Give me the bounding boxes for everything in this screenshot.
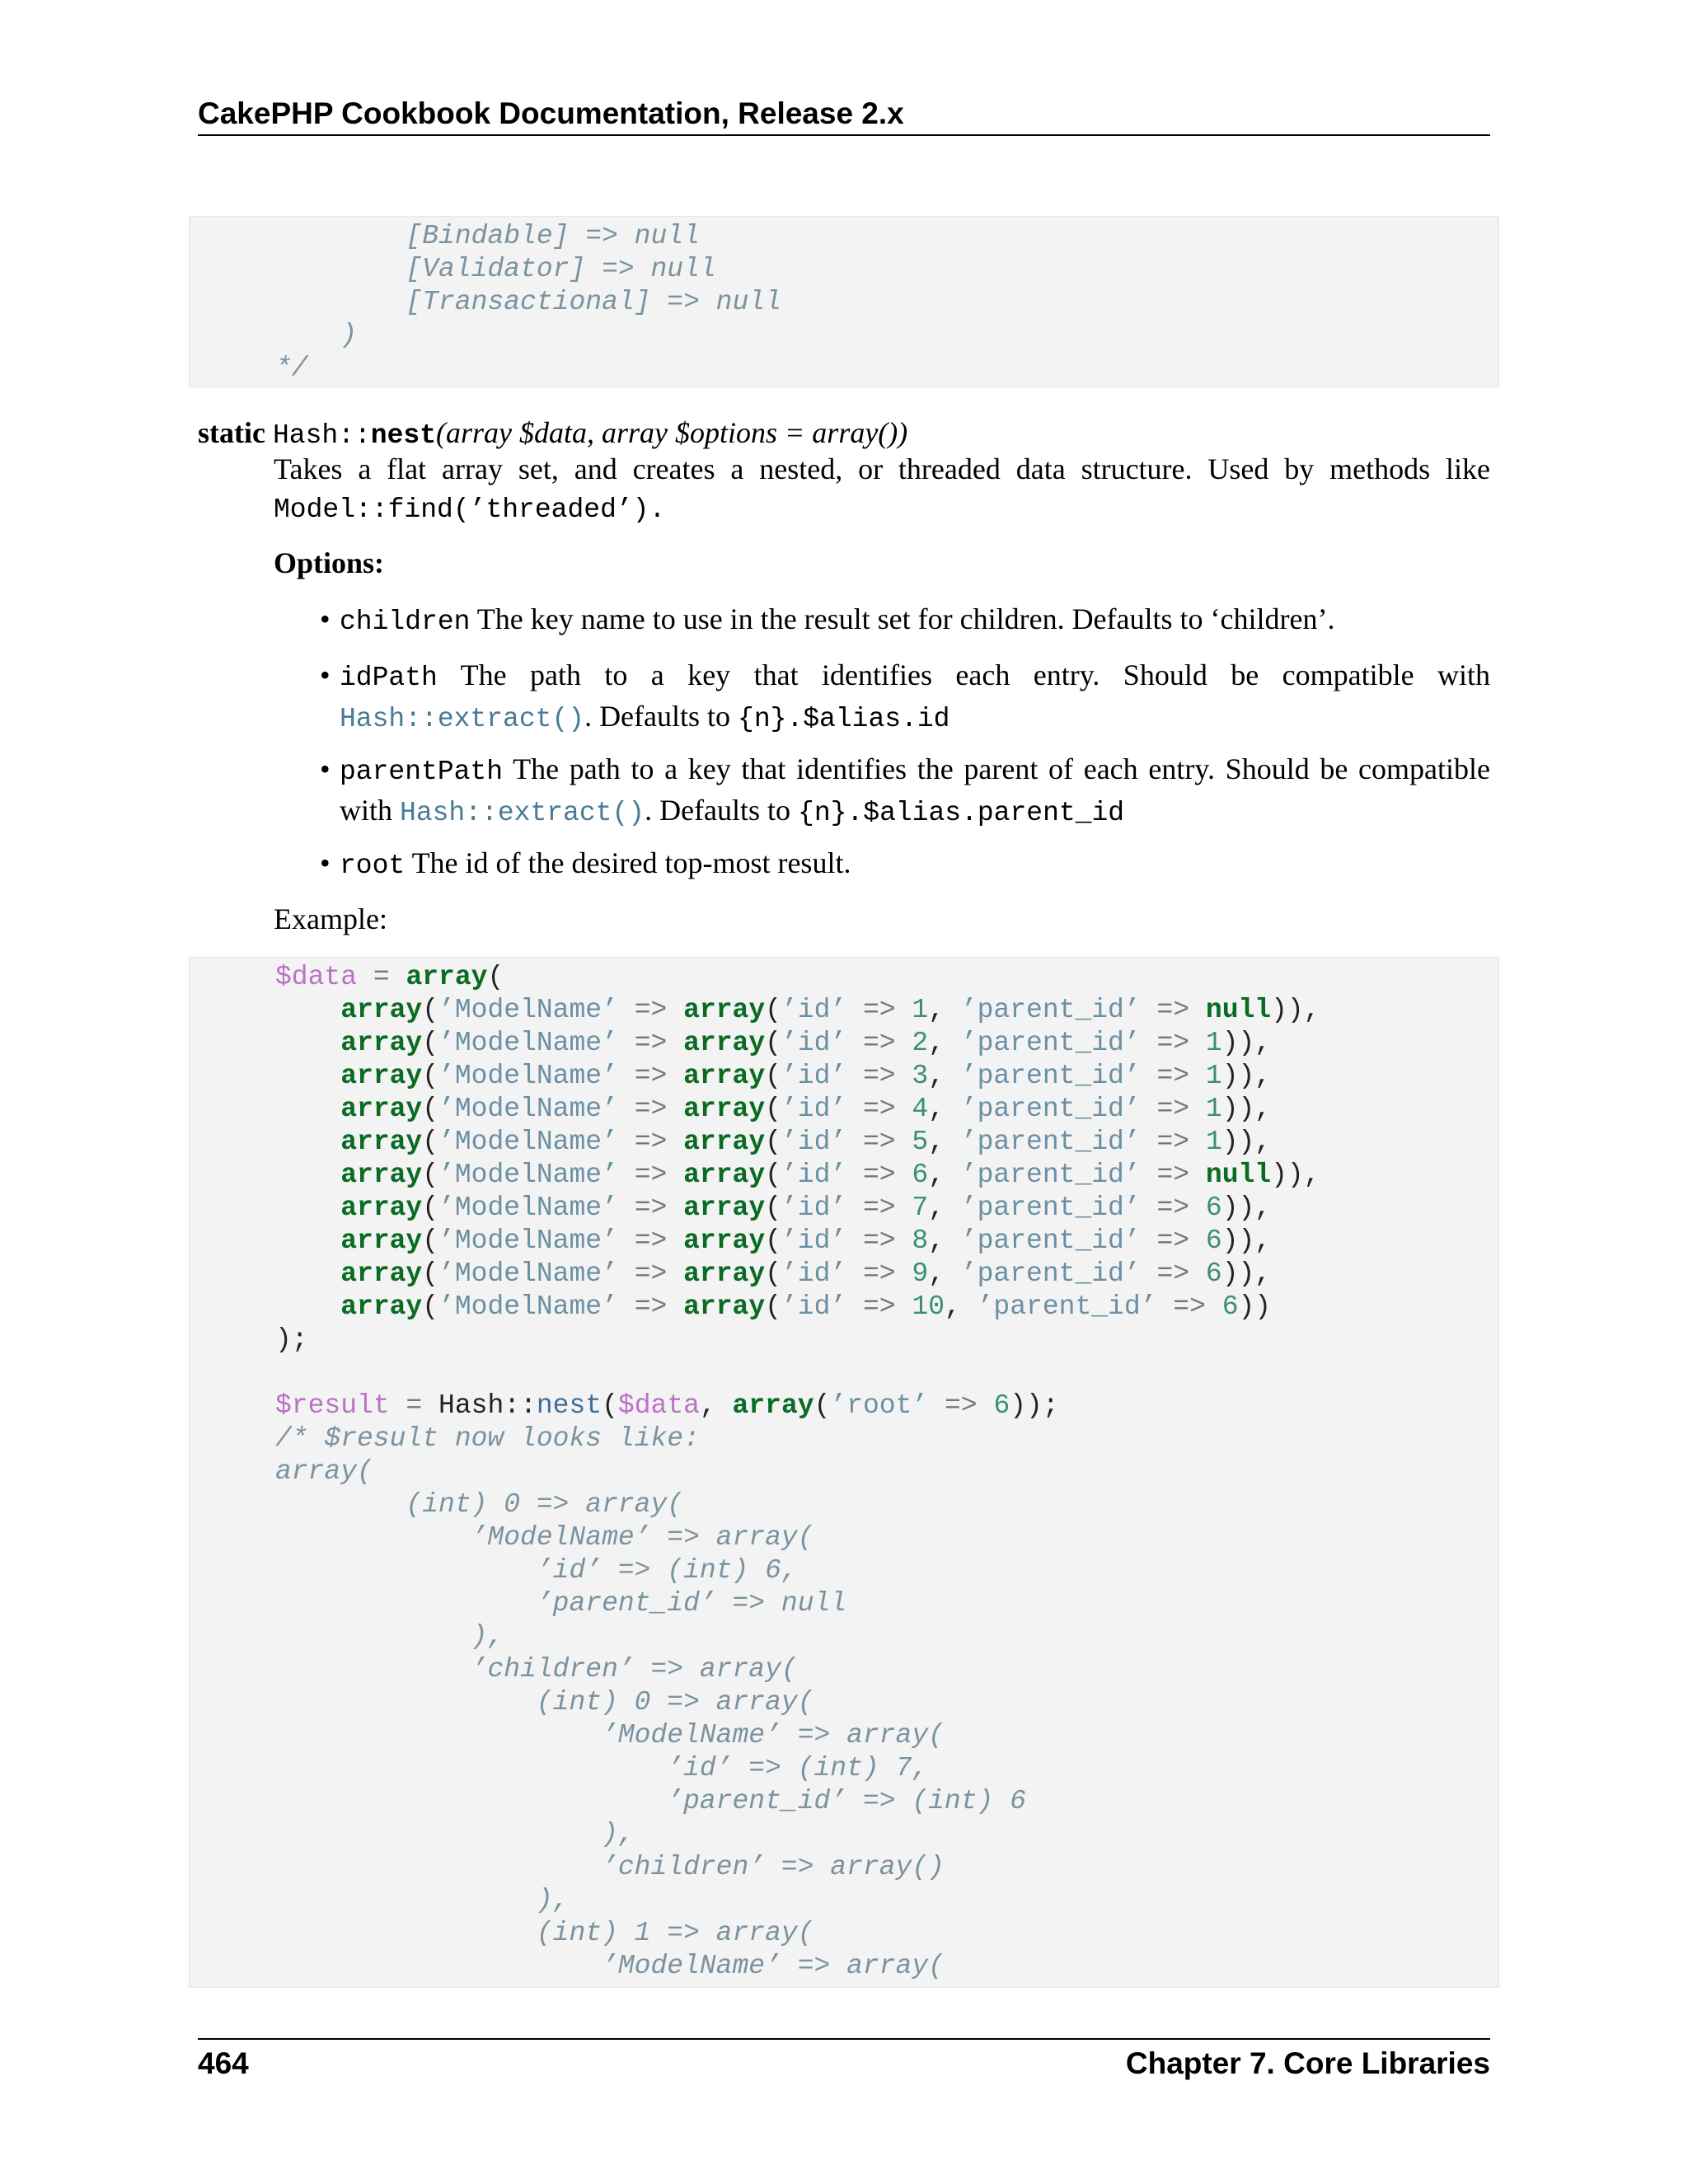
code-punct: (: [765, 1127, 781, 1157]
code-punct: =>: [846, 1061, 912, 1091]
code-punct: (: [422, 1127, 439, 1157]
code-punct: =>: [1140, 1193, 1206, 1223]
code-string: ’root’: [830, 1390, 929, 1421]
code-line: ): [275, 320, 358, 350]
code-comment: ’id’ => (int) 7,: [275, 1753, 929, 1783]
code-comment: (int) 0 => array(: [275, 1687, 814, 1718]
code-value: 1: [1205, 1061, 1222, 1091]
option-text: The id of the desired top-most result.: [405, 846, 851, 879]
code-keyword: array: [683, 995, 766, 1025]
code-value: 6: [1205, 1193, 1222, 1223]
code-string: ’id’: [781, 1160, 847, 1190]
code-number: 2: [912, 1028, 929, 1058]
bullet: •: [320, 752, 331, 785]
code-punct: =>: [846, 1193, 912, 1223]
chapter-title: Chapter 7. Core Libraries: [1125, 2046, 1490, 2080]
code-string: ’ModelName’: [438, 1094, 618, 1124]
method-description: [274, 450, 1490, 529]
code-punct: ,: [928, 1258, 961, 1289]
code-punct: (: [765, 1193, 781, 1223]
option-text: The path to a key that identifies the parent of each entry. Should be compatible with: [340, 752, 1490, 827]
code-punct: (: [765, 1061, 781, 1091]
code-keyword: array: [340, 1028, 423, 1058]
code-number: 10: [912, 1291, 945, 1322]
code-value: null: [1205, 995, 1272, 1025]
code-string: ’parent_id’: [960, 1127, 1141, 1157]
option-item: [320, 600, 1490, 641]
header-rule: [198, 134, 1490, 136]
option-item: [320, 844, 1490, 885]
bullet: •: [320, 658, 331, 691]
code-punct: )),: [1221, 1193, 1272, 1223]
code-punct: =>: [846, 995, 912, 1025]
code-value: 1: [1205, 1028, 1222, 1058]
code-string: ’id’: [781, 1258, 847, 1289]
code-string: ’ModelName’: [438, 1258, 618, 1289]
method-params: (array $data, array $options = array()): [436, 416, 908, 449]
code-punct: (: [765, 1028, 781, 1058]
code-punct: )),: [1221, 1226, 1272, 1256]
code-string: ’id’: [781, 1028, 847, 1058]
code-punct: ,: [945, 1291, 978, 1322]
option-key: parentPath: [340, 757, 504, 787]
code-punct: )),: [1221, 1094, 1272, 1124]
option-text: . Defaults to: [584, 700, 738, 733]
code-punct: (: [765, 1094, 781, 1124]
code-line: [Transactional] => null: [275, 287, 781, 317]
code-punct: =>: [846, 1127, 912, 1157]
code-punct: (: [765, 1160, 781, 1190]
code-keyword: array: [683, 1291, 766, 1322]
code-comment: ’children’ => array(): [275, 1852, 945, 1882]
code-punct: (: [602, 1390, 618, 1421]
code-string: ’ModelName’: [438, 995, 618, 1025]
code-punct: (: [765, 995, 781, 1025]
code-punct: (: [814, 1390, 831, 1421]
code-punct: =>: [1156, 1291, 1222, 1322]
code-punct: =>: [846, 1028, 912, 1058]
bullet: •: [320, 602, 331, 635]
code-string: ’id’: [781, 1061, 847, 1091]
example-heading: Example:: [274, 902, 387, 935]
code-value: 6: [1205, 1226, 1222, 1256]
code-punct: )),: [1221, 1028, 1272, 1058]
code-string: ’ModelName’: [438, 1226, 618, 1256]
code-punct: =>: [617, 1291, 684, 1322]
code-string: ’ModelName’: [438, 1028, 618, 1058]
code-value: null: [1205, 1160, 1272, 1190]
code-punct: =>: [617, 995, 684, 1025]
code-keyword: array: [683, 1226, 766, 1256]
code-string: ’ModelName’: [438, 1160, 618, 1190]
code-punct: =>: [1140, 1160, 1206, 1190]
code-keyword: array: [340, 1193, 423, 1223]
code-string: ’parent_id’: [960, 1258, 1141, 1289]
code-punct: );: [275, 1324, 308, 1355]
code-punct: =>: [617, 1258, 684, 1289]
code-punct: =>: [1140, 1127, 1206, 1157]
code-block-continued: [189, 216, 1499, 387]
bullet: •: [320, 846, 331, 879]
code-string: ’id’: [781, 1291, 847, 1322]
code-punct: )),: [1221, 1061, 1272, 1091]
code-keyword: array: [683, 1094, 766, 1124]
code-string: ’id’: [781, 1226, 847, 1256]
hash-extract-link[interactable]: Hash::extract(): [400, 798, 645, 828]
code-keyword: array: [340, 1226, 423, 1256]
code-string: ’ModelName’: [438, 1127, 618, 1157]
code-punct: (: [422, 1226, 439, 1256]
code-punct: =>: [928, 1390, 994, 1421]
code-string: ’parent_id’: [960, 1061, 1141, 1091]
code-keyword: array: [683, 1258, 766, 1289]
option-key: idPath: [340, 663, 438, 693]
option-key: children: [340, 607, 471, 637]
code-keyword: array: [683, 1028, 766, 1058]
code-keyword: array: [732, 1390, 814, 1421]
code-punct: =>: [846, 1226, 912, 1256]
code-number: 6: [912, 1160, 929, 1190]
code-number: 4: [912, 1094, 929, 1124]
code-punct: ,: [928, 1127, 961, 1157]
code-punct: =>: [617, 1094, 684, 1124]
code-keyword: array: [406, 962, 488, 992]
code-line: [Bindable] => null: [275, 221, 700, 251]
code-string: ’id’: [781, 1094, 847, 1124]
description-code: Model::find(’threaded’).: [274, 494, 666, 525]
code-keyword: array: [340, 1094, 423, 1124]
code-punct: ,: [928, 1028, 961, 1058]
code-value: 6: [1205, 1258, 1222, 1289]
code-punct: (: [487, 962, 504, 992]
code-punct: =: [389, 1390, 439, 1421]
code-punct: =>: [1140, 1094, 1206, 1124]
code-number: 8: [912, 1226, 929, 1256]
option-text: . Defaults to: [645, 794, 799, 827]
code-string: ’id’: [781, 995, 847, 1025]
code-punct: =>: [846, 1258, 912, 1289]
option-text: The key name to use in the result set for children. Defaults to ‘children’.: [470, 602, 1335, 635]
code-comment: ),: [275, 1819, 635, 1849]
code-value: 1: [1205, 1127, 1222, 1157]
footer-rule: [198, 2038, 1490, 2040]
code-string: ’ModelName’: [438, 1061, 618, 1091]
code-punct: (: [422, 995, 439, 1025]
code-punct: (: [422, 1258, 439, 1289]
code-number: 1: [912, 995, 929, 1025]
code-punct: (: [765, 1258, 781, 1289]
code-punct: ,: [928, 1193, 961, 1223]
code-block-example: [189, 957, 1499, 1988]
code-comment: ’children’ => array(: [275, 1654, 798, 1685]
code-comment: ’parent_id’ => null: [275, 1588, 847, 1619]
code-punct: )),: [1221, 1258, 1272, 1289]
method-signature: [198, 414, 907, 455]
code-string: ’parent_id’: [977, 1291, 1157, 1322]
class-name: Hash::: [272, 420, 371, 451]
page-number: 464: [198, 2046, 249, 2080]
code-punct: (: [422, 1193, 439, 1223]
option-text: The path to a key that identifies each entry. Should be compatible with: [437, 658, 1490, 691]
code-variable: $result: [275, 1390, 390, 1421]
running-header: CakePHP Cookbook Documentation, Release 2.x: [198, 96, 904, 130]
code-keyword: array: [340, 1258, 423, 1289]
option-key: root: [340, 851, 406, 881]
code-keyword: array: [683, 1061, 766, 1091]
code-punct: =>: [1140, 1226, 1206, 1256]
code-comment: ’id’ => (int) 6,: [275, 1555, 798, 1586]
hash-extract-link[interactable]: Hash::extract(): [340, 704, 585, 734]
code-number: 5: [912, 1127, 929, 1157]
static-keyword: static: [198, 416, 265, 449]
code-punct: (: [422, 1291, 439, 1322]
code-comment: ),: [275, 1621, 504, 1652]
code-punct: =>: [617, 1226, 684, 1256]
code-comment: /* $result now looks like:: [275, 1423, 700, 1454]
code-punct: (: [422, 1061, 439, 1091]
code-punct: ,: [928, 1061, 961, 1091]
code-number: 6: [993, 1390, 1010, 1421]
code-punct: =>: [617, 1160, 684, 1190]
code-comment: ’ModelName’ => array(: [275, 1951, 945, 1981]
code-comment: (int) 0 => array(: [275, 1489, 684, 1520]
code-punct: ,: [928, 1094, 961, 1124]
code-string: ’parent_id’: [960, 1160, 1141, 1190]
code-punct: ));: [1010, 1390, 1059, 1421]
code-punct: (: [765, 1226, 781, 1256]
code-string: ’ModelName’: [438, 1193, 618, 1223]
code-keyword: array: [340, 1160, 423, 1190]
code-punct: =>: [1140, 1061, 1206, 1091]
code-keyword: array: [340, 1291, 423, 1322]
code-string: ’parent_id’: [960, 1028, 1141, 1058]
code-string: ’parent_id’: [960, 1193, 1141, 1223]
code-punct: =>: [1140, 1258, 1206, 1289]
option-item: [320, 656, 1490, 738]
options-heading: Options:: [274, 546, 385, 579]
code-punct: (: [422, 1094, 439, 1124]
code-keyword: array: [340, 995, 423, 1025]
option-default: {n}.$alias.parent_id: [798, 798, 1125, 828]
code-punct: (: [422, 1160, 439, 1190]
code-punct: )): [1238, 1291, 1272, 1322]
description-text: Takes a flat array set, and creates a nested, or threaded data structure. Used by methods like: [274, 452, 1490, 485]
code-punct: =>: [1140, 1028, 1206, 1058]
code-string: ’parent_id’: [960, 1226, 1141, 1256]
code-punct: =: [357, 962, 406, 992]
option-item: [320, 750, 1490, 832]
code-punct: ,: [928, 995, 961, 1025]
code-variable: $data: [275, 962, 358, 992]
code-punct: =>: [617, 1127, 684, 1157]
code-punct: =>: [1140, 995, 1206, 1025]
code-punct: )),: [1271, 1160, 1320, 1190]
code-comment: ),: [275, 1885, 570, 1915]
code-value: 6: [1221, 1291, 1239, 1322]
code-punct: ,: [928, 1226, 961, 1256]
code-comment: array(: [275, 1456, 373, 1487]
code-number: 9: [912, 1258, 929, 1289]
code-string: ’ModelName’: [438, 1291, 618, 1322]
code-keyword: array: [340, 1127, 423, 1157]
code-keyword: array: [683, 1193, 766, 1223]
code-value: 1: [1205, 1094, 1222, 1124]
code-punct: =>: [617, 1193, 684, 1223]
code-number: 3: [912, 1061, 929, 1091]
code-string: ’id’: [781, 1193, 847, 1223]
code-comment: ’ModelName’ => array(: [275, 1720, 945, 1750]
code-string: ’parent_id’: [960, 1094, 1141, 1124]
code-punct: =>: [617, 1061, 684, 1091]
code-punct: =>: [617, 1028, 684, 1058]
code-keyword: array: [683, 1127, 766, 1157]
code-listing-example: [190, 958, 1498, 1983]
method-name: nest: [370, 420, 437, 451]
code-punct: =>: [846, 1291, 912, 1322]
code-comment: ’parent_id’ => (int) 6: [275, 1786, 1026, 1816]
code-punct: )),: [1271, 995, 1320, 1025]
code-punct: =>: [846, 1160, 912, 1190]
code-comment: (int) 1 => array(: [275, 1918, 814, 1948]
code-function: nest: [536, 1390, 603, 1421]
code-listing-top: [190, 217, 1498, 385]
code-punct: ,: [699, 1390, 733, 1421]
code-string: ’parent_id’: [960, 995, 1141, 1025]
code-punct: =>: [846, 1094, 912, 1124]
code-line: [Validator] => null: [275, 254, 716, 284]
code-number: 7: [912, 1193, 929, 1223]
code-keyword: array: [683, 1160, 766, 1190]
code-variable: $data: [617, 1390, 700, 1421]
code-comment: ’ModelName’ => array(: [275, 1522, 814, 1553]
option-default: {n}.$alias.id: [738, 704, 950, 734]
code-keyword: array: [340, 1061, 423, 1091]
code-class: Hash::: [438, 1390, 537, 1421]
code-punct: (: [422, 1028, 439, 1058]
code-punct: (: [765, 1291, 781, 1322]
code-line: */: [275, 353, 308, 383]
code-punct: )),: [1221, 1127, 1272, 1157]
code-string: ’id’: [781, 1127, 847, 1157]
code-punct: ,: [928, 1160, 961, 1190]
